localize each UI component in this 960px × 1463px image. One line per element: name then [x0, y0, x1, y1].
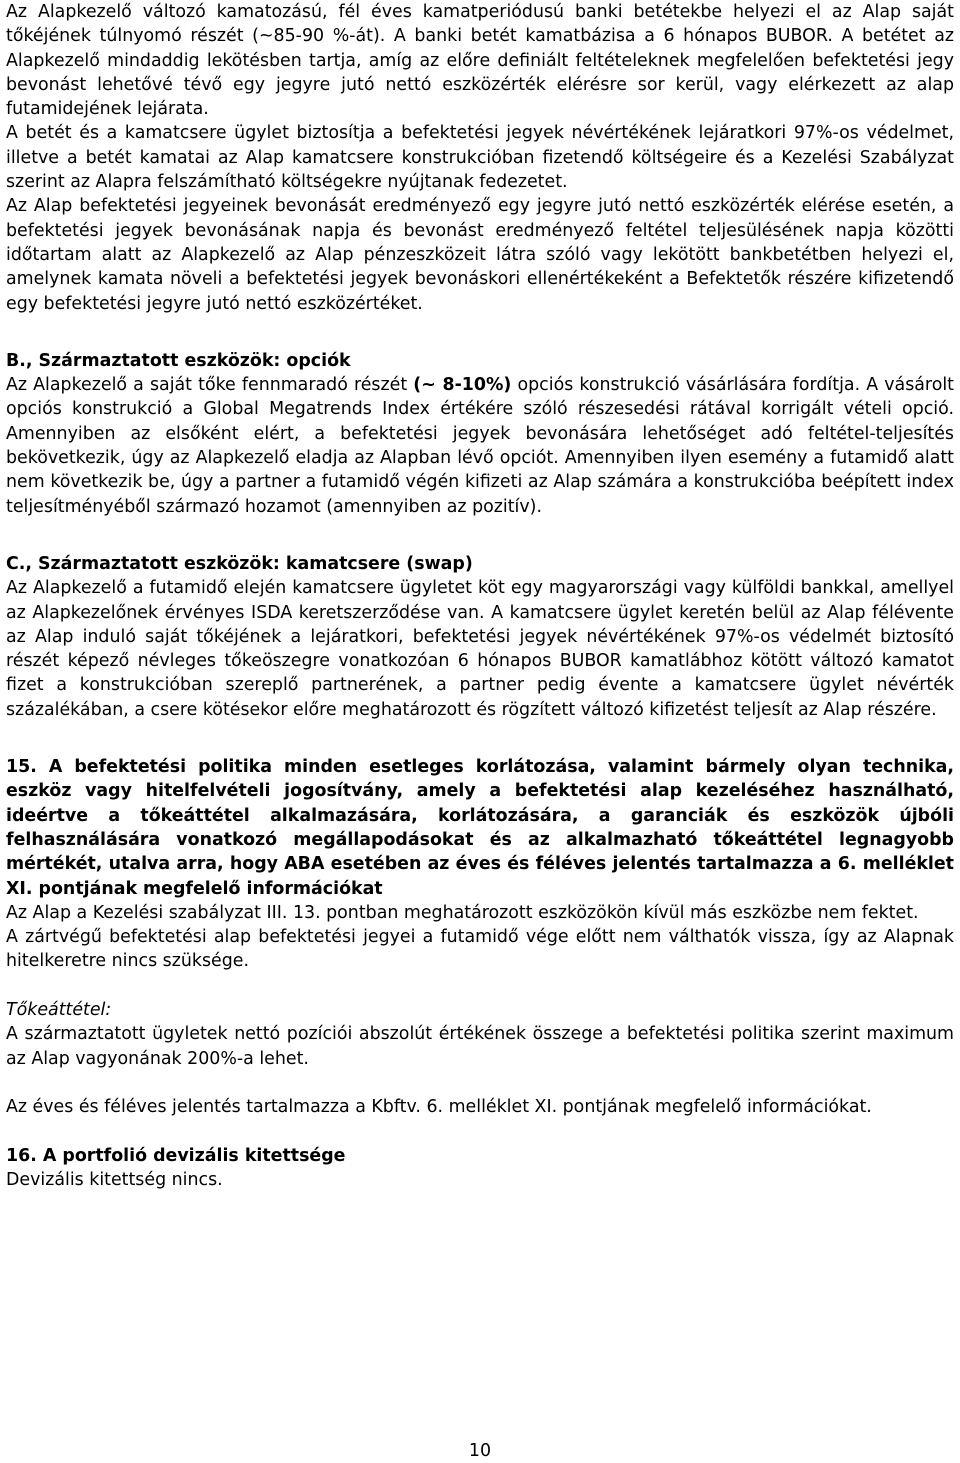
section-b-paragraph [6, 373, 954, 519]
section-15-paragraph-4: Az éves és féléves jelentés tartalmazza a Kbftv. 6. melléklet XI. pontjának megfelelő információkat. [6, 1097, 872, 1118]
section-15-paragraph-1: Az Alap a Kezelési szabályzat III. 13. pontban meghatározott eszközökön kívül más eszközbe nem fektet. [6, 902, 919, 923]
spacer [6, 722, 954, 755]
section-15-heading: 15. A befektetési politika minden esetleges korlátozása, valamint bármely olyan technika, eszköz vagy hitelfelvételi jogosítvány, amely a befektetési alap kezeléséhez használható, ideértve a tőkeáttétel alkalmazására, korlátozására, a garanciák és eszközök újbóli felhasználására vonatkozó megállapodásokat és az alkalmazható tőkeáttétel legnagyobb mértékét, utalva arra, hogy ABA esetében az éves és féléves jelentés tartalmazza a 6. melléklet XI. pontjának megfelelő információkat [6, 757, 954, 899]
spacer [6, 519, 954, 552]
section-15-paragraph-2: A zártvégű befektetési alap befektetési jegyei a futamidő vége előtt nem válthatók vissza, így az Alapnak hitelkeretre nincs szüksége. [6, 927, 954, 972]
section-b-percent: (~ 8-10%) [413, 375, 512, 396]
section-b-text-start: Az Alapkezelő a saját tőke fennmaradó részét [6, 375, 414, 396]
spacer [6, 1071, 954, 1095]
section-15-paragraph-3: A származtatott ügyletek nettó pozíciói abszolút értékének összege a befektetési politika szerint maximum az Alap vagyonának 200%-a lehet. [6, 1024, 954, 1069]
section-c-paragraph: Az Alapkezelő a futamidő elején kamatcsere ügyletet köt egy magyarországi vagy külföldi bankkal, amellyel az Alapkezelőnek érvényes ISDA keretszerződése van. A kamatcsere ügylet keretén belül az Alap félévente az Alap induló saját tőkéjének a lejáratkori, befektetési jegyek névértékének 97%-os védelmét biztosító részét képező névleges tőkeöszegre vonatkozóan 6 hónapos BUBOR kamatlábhoz kötött változó kamatot fizet a konstrukcióban szereplő partnerének, a partner pedig évente a kamatcsere ügylet névérték százalékában, a csere kötésekor előre meghatározott és rögzített változó kifizetést teljesít az Alap részére. [6, 578, 954, 720]
spacer [6, 974, 954, 998]
section-16-paragraph: Devizális kitettség nincs. [6, 1170, 223, 1191]
spacer [6, 1119, 954, 1143]
page-number: 10 [468, 1441, 492, 1461]
section-b-heading: B., Származtatott eszközök: opciók [6, 350, 351, 371]
intro-paragraph-1: Az Alapkezelő változó kamatozású, fél éves kamatperiódusú banki betétekbe helyezi el az Alap saját tőkéjének túlnyomó részét (~85-90 %-át). A banki betét kamatbázisa a 6 hónapos BUBOR. A betétet az Alapkezelő mindaddig lekötésben tartja, amíg az előre definiált feltételeknek megfelelően befektetési jegy bevonást lehetővé tévő egy jegyre jutó nettó eszközérték elérésre sor kerül, vagy elérkezett az alap futamidejének lejárata. [6, 2, 954, 120]
spacer [6, 316, 954, 349]
intro-paragraph-2: A betét és a kamatcsere ügylet biztosítja a befektetési jegyek névértékének lejáratkori 97%-os védelmet, illetve a betét kamatai az Alap kamatcsere konstrukcióban fizetendő költségeire és a Kezelési Szabályzat szerint az Alapra felszámítható költségekre nyújtanak fedezetet. [6, 123, 954, 193]
section-b-text-end: opciós konstrukció vásárlására fordítja. A vásárolt opciós konstrukció a Global Megatrends Index értékére szóló részesedési rátával korrigált vételi opció. Amennyiben az elsőként elért, a befektetési jegyek bevonására lehetőséget adó feltétel-teljesítés bekövetkezik, úgy az Alapkezelő eladja az Alapban lévő opciót. Amennyiben ilyen esemény a futamidő alatt nem következik be, úgy a partner a futamidő végén kifizeti az Alap számára a konstrukcióba beépített index teljesítményéből származó hozamot (amennyiben az pozitív). [6, 375, 954, 517]
leverage-label: Tőkeáttétel: [6, 999, 112, 1020]
section-c-heading: C., Származtatott eszközök: kamatcsere (swap) [6, 553, 473, 574]
intro-paragraph-3: Az Alap befektetési jegyeinek bevonását eredményező egy jegyre jutó nettó eszközérték elérése esetén, a befektetési jegyek bevonásának napja és bevonást eredményező feltétel teljesülésének napja közötti időtartam alatt az Alapkezelő az Alap pénzeszközeit látra szóló vagy lekötött bankbetétben helyezi el, amelynek kamata növeli a befektetési jegyek bevonáskori ellenértékeként a Befektetők részére kifizetendő egy befektetési jegyre jutó nettó eszközértéket. [6, 196, 954, 314]
section-16-heading: 16. A portfolió devizális kitettsége [6, 1145, 346, 1166]
document-page [6, 0, 954, 1192]
